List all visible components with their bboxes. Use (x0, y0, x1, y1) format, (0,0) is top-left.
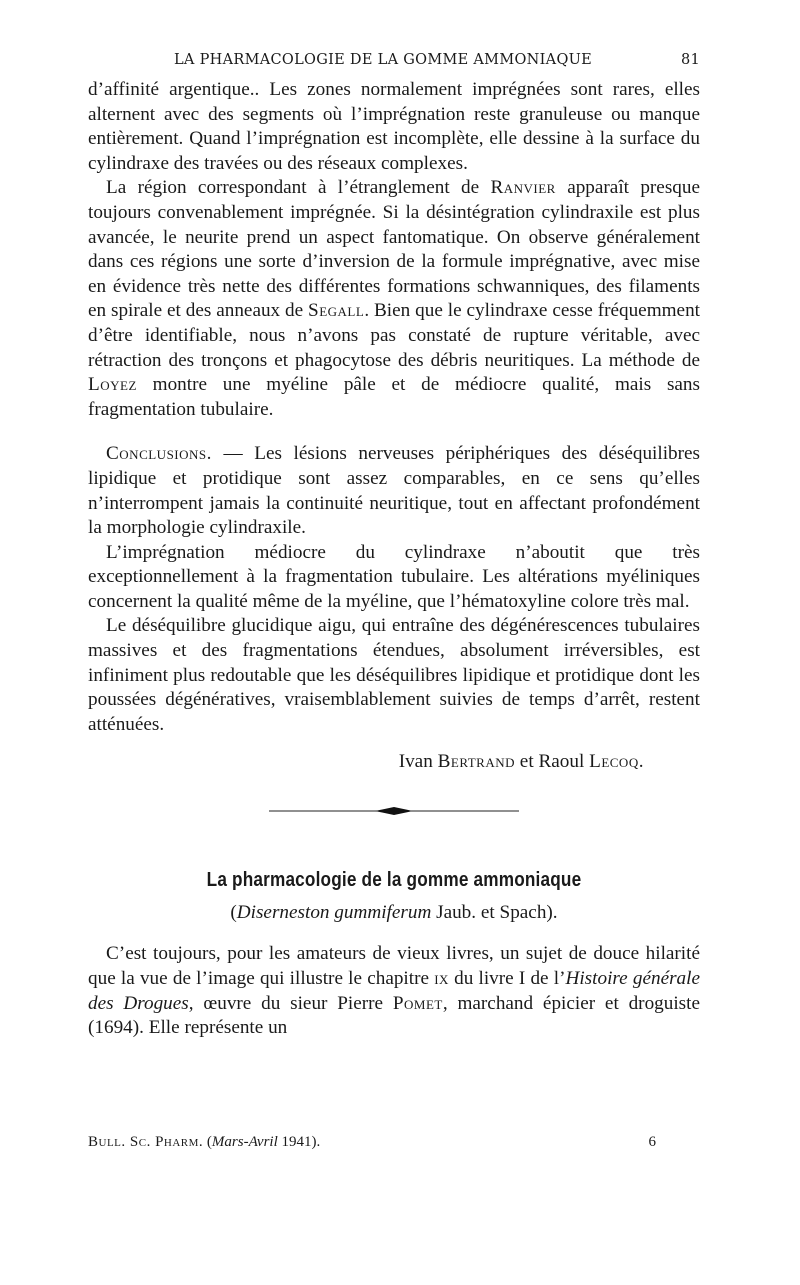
author-pomet: Pomet (392, 992, 443, 1014)
section-divider-ornament (269, 805, 519, 817)
author-lecoq: Lecoq. (589, 751, 644, 773)
paragraph-5: Le déséquilibre glucidique aigu, qui entraîne des dégénérescences tubulaires massives et des fragmentations étendues, absolument irréversibles, est infiniment plus redoutable que les déséquilibres lipidique et protidique dont les poussées dégénératives, vraisemblablement suivies de temps d’arrêt, restent atténuées. (88, 615, 700, 735)
conclusions-paragraph: Conclusions. — Les lésions nerveuses périphériques des déséquilibres lipidique et protidique sont assez comparables, en ce sens qu’elles n’interrompent jamais la continuité neuritique, tout en affectant profondément la morphologie cylindraxile. (88, 443, 700, 539)
previous-article (88, 78, 700, 737)
author-bertrand: Bertrand (437, 751, 515, 773)
page-number: 81 (680, 52, 700, 68)
page-footer (88, 1134, 700, 1151)
chapter-number: ix (434, 968, 449, 990)
signature: Ivan Bertrand et Raoul Lecoq. (398, 751, 644, 773)
running-title: LA PHARMACOLOGIE DE LA GOMME AMMONIAQUE (174, 52, 593, 68)
signature-mark: 6 (648, 1134, 656, 1150)
running-head (88, 52, 700, 68)
species-name: Diserneston gummiferum (236, 902, 432, 924)
author-name-loyez: Loyez (88, 374, 137, 396)
paragraph-4: L’imprégnation médiocre du cylindraxe n’aboutit que très exceptionnellement à la fragmentation tubulaire. Les altérations myéliniques concernent la qualité même de la myéline, que l’hématoxyline colore très mal. (88, 541, 700, 612)
journal-reference: Bull. Sc. Pharm. (Mars-Avril 1941). (88, 1134, 321, 1150)
paragraph-2: La région correspondant à l’étranglement de Ranvier apparaît presque toujours convenablement imprégnée. Si la désintégration cylindraxile est plus avancée, le neurite prend un aspect fantomatique. On observe généralement dans ces régions une sorte d’inversion de la formule imprégnative, avec mise en évidence très nette des différentes formations schwanniques, des filaments en spirale et des anneaux de Segall. Bien que le cylindraxe cesse fréquemment d’être identifiable, nous n’avons pas constaté de rupture véritable, avec rétraction des tronçons et phagocytose des débris neuritiques. La méthode de Loyez montre une myéline pâle et de médiocre qualité, mais sans fragmentation tubulaire. (88, 177, 700, 420)
author-name-segall: Segall (308, 300, 365, 322)
article-subtitle: (Diserneston gummiferum Jaub. et Spach). (230, 902, 558, 924)
book-title: Histoire générale des Drogues (88, 968, 700, 1014)
author-name-ranvier: Ranvier (490, 177, 556, 199)
page (88, 52, 700, 1150)
article-title: La pharmacologie de la gomme ammoniaque (206, 869, 582, 892)
new-article-body (88, 942, 700, 1040)
paragraph-1: d’affinité argentique.. Les zones normalement imprégnées sont rares, elles alternent avec des segments où l’imprégnation reste granuleuse ou manque entièrement. Quand l’imprégnation est incomplète, elle dessine à la surface du cylindraxe des travées ou des réseaux complexes. (88, 79, 700, 174)
conclusions-label: Conclusions. (106, 443, 212, 465)
article-paragraph-1: C’est toujours, pour les amateurs de vieux livres, un sujet de douce hilarité que la vue de l’image qui illustre le chapitre ix du livre I de l’Histoire générale des Drogues, œuvre du sieur Pierre Pomet, marchand épicier et droguiste (1694). Elle représente un (88, 943, 700, 1039)
